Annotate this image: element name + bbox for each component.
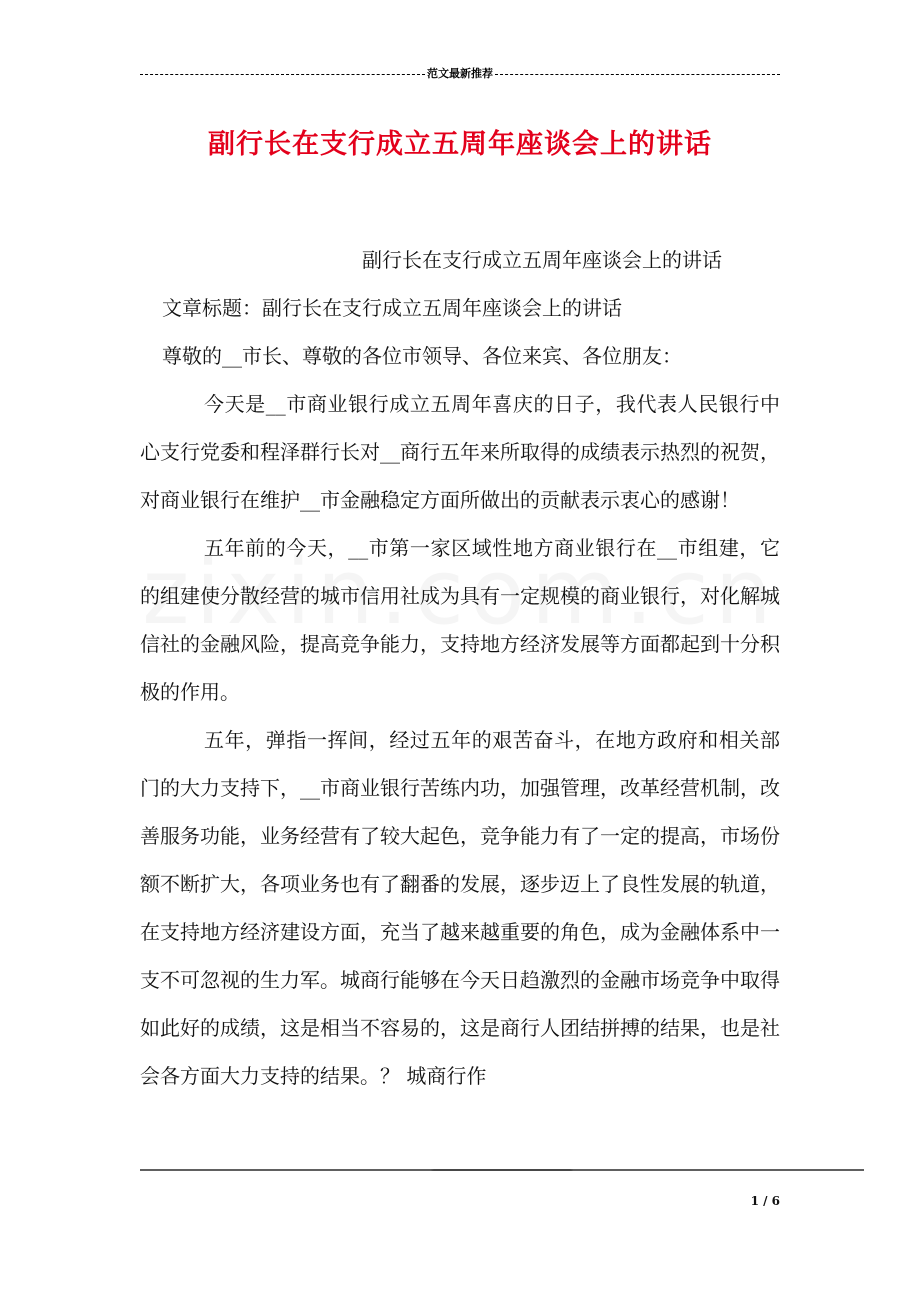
header-dash-right	[495, 74, 780, 75]
subtitle: 副行长在支行成立五周年座谈会上的讲话	[362, 248, 722, 272]
salutation: 尊敬的__市长、尊敬的各位市领导、各位来宾、各位朋友：	[162, 344, 682, 368]
document-title: 副行长在支行成立五周年座谈会上的讲话	[208, 129, 712, 160]
paragraph: 今天是__市商业银行成立五周年喜庆的日子，我代表人民银行中心支行党委和程泽群行长对__商行五年来所取得的成绩表示热烈的祝贺，对商业银行在维护__市金融稳定方面所做出的贡献表示衷心的感谢！	[140, 392, 780, 512]
footer-rule	[140, 1168, 864, 1172]
header-rule	[140, 66, 780, 82]
paragraph: 五年，弹指一挥间，经过五年的艰苦奋斗，在地方政府和相关部门的大力支持下，__市商业银行苦练内功，加强管理，改革经营机制，改善服务功能，业务经营有了较大起色，竞争能力有了一定的提高，市场份额不断扩大，各项业务也有了翻番的发展，逐步迈上了良性发展的轨道，在支持地方经济建设方面，充当了越来越重要的角色，成为金融体系中一支不可忽视的生力军。城商行能够在今天日趋激烈的金融市场竞争中取得如此好的成绩，这是相当不容易的，这是商行人团结拼搏的结果，也是社会各方面大力支持的结果。？ 城商行作	[140, 728, 780, 1088]
document-body	[140, 236, 780, 1100]
header-dash-left	[140, 74, 425, 75]
article-title: 文章标题：副行长在支行成立五周年座谈会上的讲话	[162, 296, 622, 320]
page-number: 1 / 6	[750, 1194, 780, 1208]
paragraph: 五年前的今天，__市第一家区域性地方商业银行在__市组建，它的组建使分散经营的城市信用社成为具有一定规模的商业银行，对化解城信社的金融风险，提高竞争能力，支持地方经济发展等方面都起到十分积极的作用。	[140, 536, 780, 704]
header-label: 范文最新推荐	[427, 67, 493, 80]
